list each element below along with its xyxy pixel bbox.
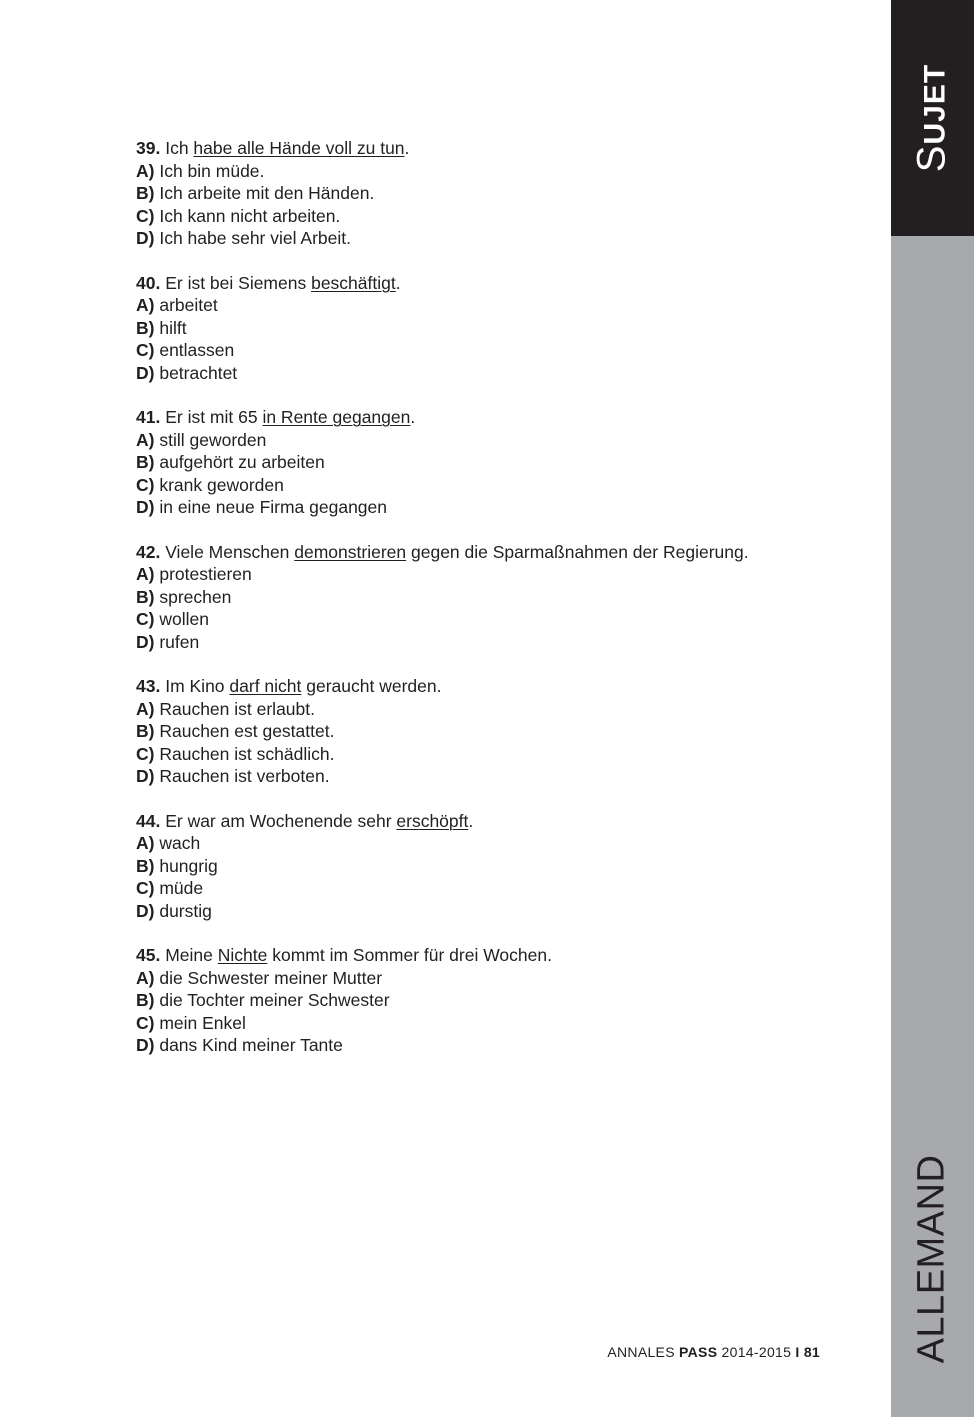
question-block — [136, 272, 856, 385]
option-text: protestieren — [159, 564, 252, 584]
question-underlined-phrase: darf nicht — [229, 676, 302, 696]
answer-option — [136, 1034, 856, 1057]
option-letter: C) — [136, 743, 155, 764]
option-letter: B) — [136, 990, 155, 1010]
question-underlined-phrase: Nichte — [217, 945, 268, 965]
question-block — [136, 541, 856, 654]
option-text: Ich kann nicht arbeiten. — [159, 205, 341, 226]
option-text: Rauchen est gestattet. — [159, 721, 335, 741]
question-text-before: Er ist bei Siemens — [165, 272, 312, 293]
option-text: Rauchen ist erlaubt. — [159, 698, 315, 719]
option-text: arbeitet — [159, 295, 218, 315]
question-block — [136, 675, 856, 788]
question-text-after: kommt im Sommer für drei Wochen. — [267, 945, 552, 965]
option-letter: A) — [136, 429, 155, 450]
answer-option — [136, 227, 856, 250]
question-number: 43. — [136, 676, 161, 696]
option-text: mein Enkel — [159, 1012, 246, 1033]
option-letter: A) — [136, 564, 155, 584]
question-number: 44. — [136, 810, 161, 831]
option-text: die Tochter meiner Schwester — [159, 990, 390, 1010]
option-text: in eine neue Firma gegangen — [159, 497, 388, 517]
question-text-before: Er ist mit 65 — [165, 407, 263, 427]
question-stem — [136, 541, 856, 564]
answer-option — [136, 855, 856, 878]
option-text: Ich bin müde. — [159, 160, 265, 181]
option-letter: B) — [136, 721, 155, 741]
option-text: hilft — [159, 317, 187, 338]
answer-option — [136, 900, 856, 923]
option-letter: B) — [136, 183, 155, 203]
question-block — [136, 137, 856, 250]
answer-option — [136, 496, 856, 519]
question-text-after: geraucht werden. — [301, 676, 442, 696]
answer-option — [136, 765, 856, 788]
option-text: aufgehört zu arbeiten — [159, 452, 325, 472]
answer-option — [136, 451, 856, 474]
option-text: Ich habe sehr viel Arbeit. — [159, 228, 351, 248]
option-text: still geworden — [159, 429, 267, 450]
question-stem — [136, 272, 856, 295]
question-list — [136, 137, 856, 1079]
question-text-before: Ich — [165, 138, 194, 158]
question-text-before: Er war am Wochenende sehr — [165, 810, 397, 831]
answer-option — [136, 989, 856, 1012]
answer-option — [136, 877, 856, 900]
option-text: wollen — [159, 609, 209, 629]
answer-option — [136, 429, 856, 452]
option-letter: C) — [136, 609, 155, 629]
question-text-before: Im Kino — [165, 676, 230, 696]
question-block — [136, 944, 856, 1057]
answer-option — [136, 698, 856, 721]
question-text-after: . — [404, 138, 410, 158]
answer-option — [136, 1012, 856, 1035]
option-letter: A) — [136, 967, 155, 988]
option-text: die Schwester meiner Mutter — [159, 967, 383, 988]
question-text-after: . — [395, 272, 401, 293]
question-text-before: Viele Menschen — [165, 541, 295, 562]
option-letter: D) — [136, 766, 155, 786]
option-text: hungrig — [159, 855, 218, 876]
question-number: 42. — [136, 541, 161, 562]
answer-option — [136, 631, 856, 654]
question-underlined-phrase: beschäftigt — [311, 272, 396, 293]
option-letter: D) — [136, 228, 155, 248]
page-footer — [607, 1344, 820, 1360]
question-text-after: . — [468, 810, 474, 831]
option-letter: A) — [136, 698, 155, 719]
side-tab-subject-label: ALLEMAND — [910, 1154, 953, 1364]
footer-brand: PASS — [679, 1344, 718, 1360]
question-stem — [136, 137, 856, 160]
answer-option — [136, 608, 856, 631]
question-block — [136, 810, 856, 923]
question-underlined-phrase: erschöpft — [396, 810, 469, 831]
option-letter: C) — [136, 878, 155, 898]
question-underlined-phrase: in Rente gegangen — [262, 407, 411, 427]
question-text-before: Meine — [165, 945, 218, 965]
answer-option — [136, 294, 856, 317]
question-number: 41. — [136, 407, 161, 427]
answer-option — [136, 362, 856, 385]
option-text: Ich arbeite mit den Händen. — [159, 183, 375, 203]
answer-option — [136, 205, 856, 228]
option-text: Rauchen ist schädlich. — [159, 743, 335, 764]
option-letter: C) — [136, 340, 155, 360]
question-number: 39. — [136, 138, 161, 158]
option-text: dans Kind meiner Tante — [159, 1035, 343, 1055]
option-letter: B) — [136, 452, 155, 472]
footer-separator: I — [795, 1344, 800, 1360]
answer-option — [136, 317, 856, 340]
answer-option — [136, 182, 856, 205]
option-letter: A) — [136, 160, 155, 181]
question-number: 40. — [136, 272, 161, 293]
answer-option — [136, 743, 856, 766]
option-letter: D) — [136, 362, 155, 383]
option-text: wach — [159, 833, 201, 853]
answer-option — [136, 720, 856, 743]
option-letter: A) — [136, 295, 155, 315]
answer-option — [136, 160, 856, 183]
option-text: betrachtet — [159, 362, 238, 383]
answer-option — [136, 832, 856, 855]
option-letter: B) — [136, 317, 155, 338]
page-number: 81 — [803, 1344, 820, 1360]
option-text: müde — [159, 878, 204, 898]
question-text-after: gegen die Sparmaßnahmen der Regierung. — [406, 541, 749, 562]
option-text: krank geworden — [159, 474, 284, 495]
option-text: sprechen — [159, 586, 232, 607]
option-letter: D) — [136, 497, 155, 517]
option-text: durstig — [159, 900, 212, 921]
answer-option — [136, 586, 856, 609]
question-number: 45. — [136, 945, 161, 965]
question-underlined-phrase: habe alle Hände voll zu tun — [193, 138, 405, 158]
option-letter: D) — [136, 1035, 155, 1055]
option-letter: C) — [136, 474, 155, 495]
answer-option — [136, 339, 856, 362]
option-letter: D) — [136, 900, 155, 921]
option-text: Rauchen ist verboten. — [159, 766, 330, 786]
side-tab-sujet-label: SUJET — [909, 63, 954, 173]
option-letter: B) — [136, 855, 155, 876]
footer-series: ANNALES — [607, 1344, 675, 1360]
footer-years: 2014-2015 — [721, 1344, 792, 1360]
question-stem — [136, 810, 856, 833]
option-text: rufen — [159, 631, 200, 652]
answer-option — [136, 474, 856, 497]
option-letter: C) — [136, 1012, 155, 1033]
question-stem — [136, 675, 856, 698]
question-block — [136, 406, 856, 519]
question-text-after: . — [410, 407, 416, 427]
answer-option — [136, 967, 856, 990]
question-stem — [136, 944, 856, 967]
option-text: entlassen — [159, 340, 235, 360]
option-letter: B) — [136, 586, 155, 607]
question-underlined-phrase: demonstrieren — [294, 541, 407, 562]
question-stem — [136, 406, 856, 429]
option-letter: A) — [136, 833, 155, 853]
option-letter: D) — [136, 631, 155, 652]
option-letter: C) — [136, 205, 155, 226]
answer-option — [136, 563, 856, 586]
